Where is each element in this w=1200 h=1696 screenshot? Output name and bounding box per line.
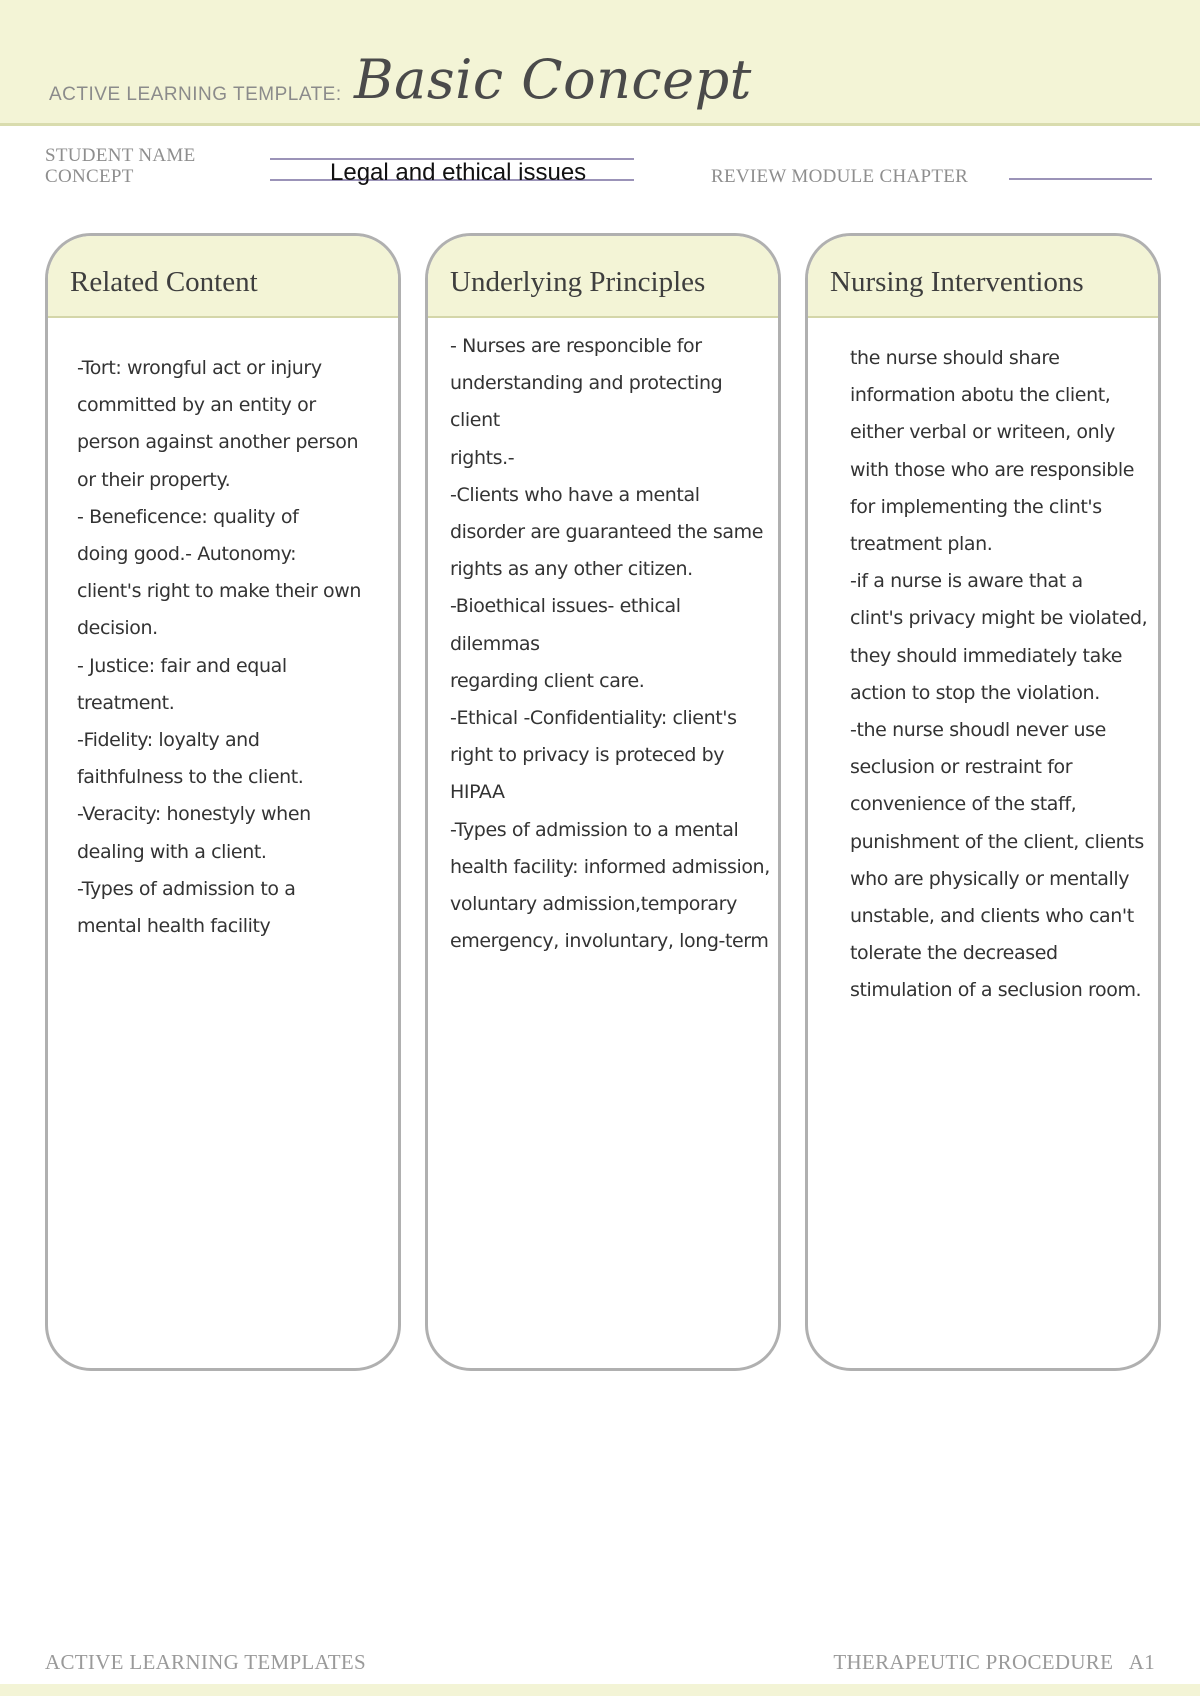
related-content-text[interactable]: -Tort: wrongful act or injury committed by an entity or person against another person or their property. - Beneficence: quality of doing good.- Autonomy: client's right to make their own decision. - Justice: fair and equal treatment. -Fidelity: loyalty and faithfulness to the client. -Veracity: honestyly when dealing with a client. -Types of admission to a mental health facility (77, 357, 362, 938)
nursing-interventions-title: Nursing Interventions (808, 236, 1158, 318)
related-content-title: Related Content (48, 236, 398, 318)
related-content-panel (45, 233, 401, 1371)
template-title: Basic Concept (354, 48, 752, 111)
review-module-field[interactable] (1009, 178, 1152, 180)
bottom-strip (0, 1684, 1200, 1696)
underlying-principles-panel (425, 233, 781, 1371)
nursing-interventions-text[interactable]: the nurse should share information abotu the client, either verbal or writeen, only with those who are responsible for implementing the clint's treatment plan. -if a nurse is aware that a clint's privacy might be violated, they should immediately take action to stop the violation. -the nurse shoudl never use seclusion or restraint for convenience of the staff, punishment of the client, clients who are physically or mentally unstable, and clients who can't tolerate the decreased stimulation of a seclusion room. (850, 347, 1148, 1002)
underlying-principles-text[interactable]: - Nurses are responcible for understanding and protecting client rights.- -Clients who have a mental disorder are guaranteed the same rights as any other citizen. -Bioethical issues- ethical dilemmas regarding client care. -Ethical -Confidentiality: client's right to privacy is proteced by HIPAA -Types of admission to a mental health facility: informed admission, voluntary admission,temporary emergency, involuntary, long-term (450, 335, 770, 953)
student-name-label: STUDENT NAME (45, 145, 196, 166)
concept-label: CONCEPT (45, 166, 134, 187)
concept-value[interactable]: Legal and ethical issues (330, 159, 587, 186)
footer-right: THERAPEUTIC PROCEDURE A1 (833, 1650, 1155, 1674)
review-module-label: REVIEW MODULE CHAPTER (711, 166, 969, 187)
template-label: ACTIVE LEARNING TEMPLATE: (49, 84, 342, 105)
underlying-principles-title: Underlying Principles (428, 236, 778, 318)
nursing-interventions-panel (805, 233, 1161, 1371)
footer-left: ACTIVE LEARNING TEMPLATES (45, 1650, 366, 1674)
